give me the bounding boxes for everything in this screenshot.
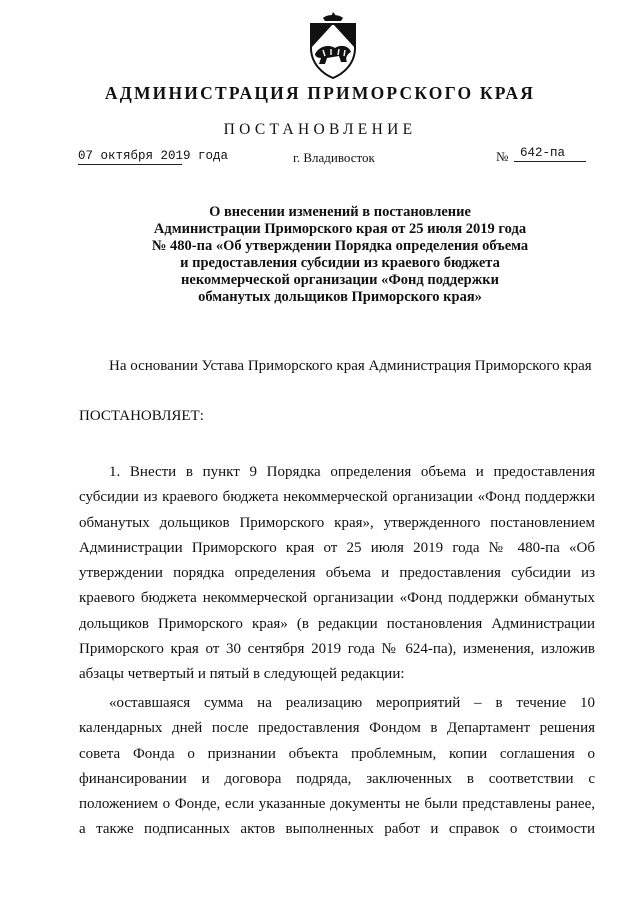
paragraph-line: субсидии из краевого бюджета некоммерческой организации «Фонд поддержки <box>79 489 595 506</box>
title-line: некоммерческой организации «Фонд поддержки <box>181 272 499 288</box>
document-date: 07 октября 2019 года <box>78 149 229 163</box>
title-line: Администрации Приморского края от 25 июля 2019 года <box>153 221 527 237</box>
paragraph-line: Приморского края от 30 сентября 2019 года № 624-па), изменения, изложив <box>79 641 595 658</box>
paragraph-2 <box>79 691 595 843</box>
paragraph-line: календарных дней после предоставления Фондом в Департамент решения <box>79 720 595 737</box>
legal-basis: На основании Устава Приморского края Администрация Приморского края <box>109 358 592 374</box>
document-number: 642-па <box>514 146 586 162</box>
title-line: обманутых дольщиков Приморского края» <box>198 289 482 305</box>
paragraph-line: совета Фонда о признании объекта проблемным, копии соглашения о <box>79 745 595 762</box>
paragraph-line: Администрации Приморского края от 25 июля 2019 года № 480-па «Об <box>79 539 595 556</box>
title-line: О внесении изменений в постановление <box>209 204 471 220</box>
paragraph-line: обманутых дольщиков Приморского края», утвержденного постановлением <box>79 514 595 531</box>
paragraph-line: утверждении порядка определения объема и предоставления субсидии из <box>79 565 595 582</box>
paragraph-line: 1. Внести в пункт 9 Порядка определения объема и предоставления <box>109 464 595 480</box>
issuing-authority: АДМИНИСТРАЦИЯ ПРИМОРСКОГО КРАЯ <box>104 83 536 103</box>
document-title <box>80 204 600 306</box>
paragraph-1 <box>79 460 595 688</box>
number-sign: № <box>496 149 509 164</box>
document-city: г. Владивосток <box>293 150 375 165</box>
paragraph-line: финансировании и договора подряда, заключенных в соответствии с <box>79 770 595 787</box>
coat-of-arms-emblem <box>301 10 365 80</box>
title-line: № 480-па «Об утверждении Порядка определения объема <box>151 238 529 254</box>
paragraph-line: «оставшаяся сумма на реализацию мероприятий – в течение 10 <box>109 695 595 711</box>
paragraph-line: краевого бюджета некоммерческой организации «Фонд поддержки обманутых <box>79 590 595 607</box>
decree-word: ПОСТАНОВЛЯЕТ: <box>79 408 204 424</box>
document-type: ПОСТАНОВЛЕНИЕ <box>223 121 417 138</box>
paragraph-line: а также подписанных актов выполненных работ и справок о стоимости <box>79 821 595 838</box>
paragraph-line: абзацы четвертый и пятый в следующей редакции: <box>79 666 405 683</box>
paragraph-line: дольщиков Приморского края» (в редакции постановления Администрации <box>79 615 595 632</box>
paragraph-line: положением о Фонде, если указанные документы не были представлены ранее, <box>79 796 595 813</box>
title-line: и предоставления субсидии из краевого бюджета <box>180 255 500 271</box>
